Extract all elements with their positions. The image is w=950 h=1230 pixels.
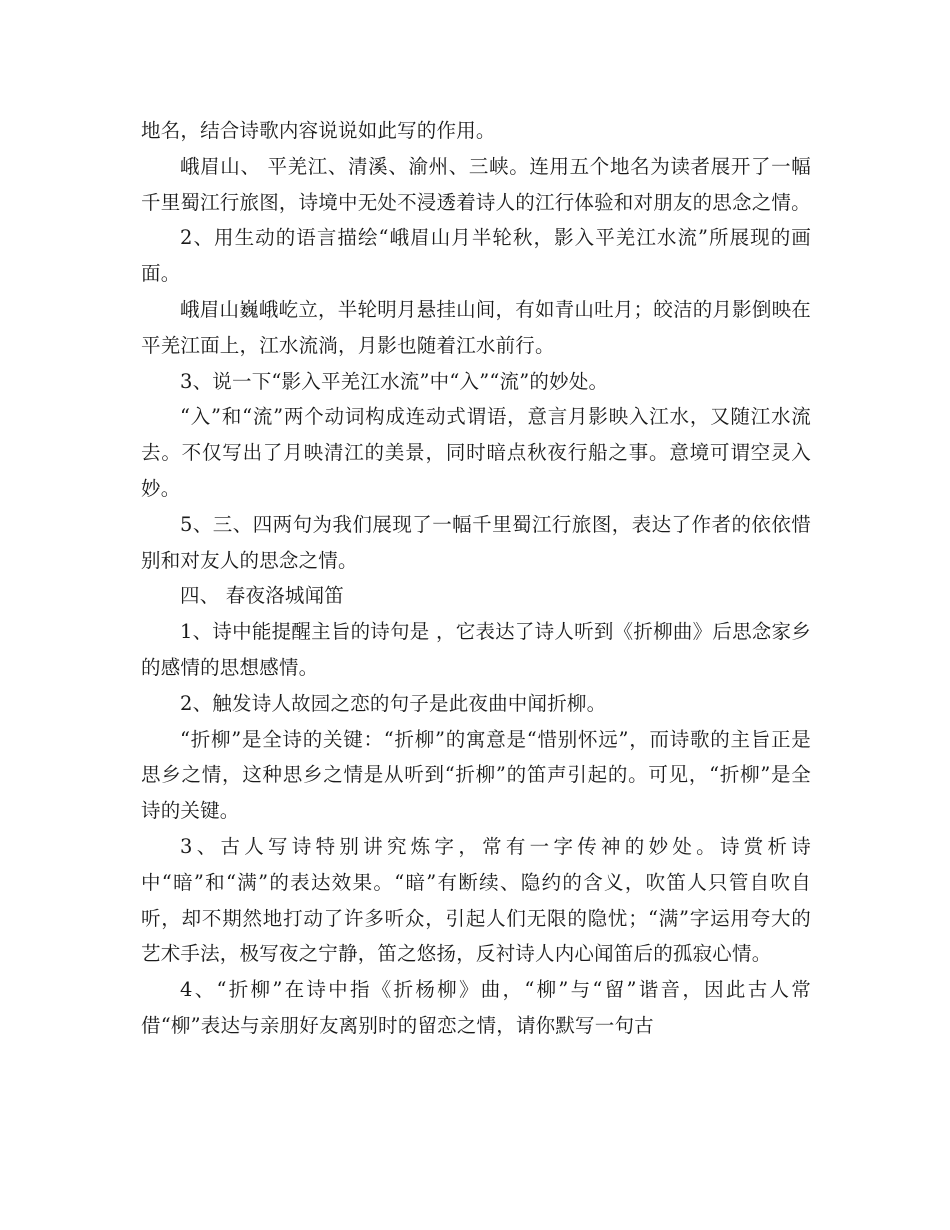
question-paragraph: 2、用生动的语言描绘“峨眉山月半轮秋，影入平羌江水流”所展现的画面。: [141, 226, 811, 286]
answer-paragraph: 峨眉山巍峨屹立，半轮明月悬挂山间，有如青山吐月；皎洁的月影倒映在平羌江面上，江水流淌，月影也随着江水前行。: [141, 297, 811, 357]
question-paragraph: 2、触发诗人故园之恋的句子是此夜曲中闻折柳。: [180, 691, 607, 715]
question-paragraph: 3、古人写诗特别讲究炼字，常有一字传神的妙处。诗赏析诗中“暗”和“满”的表达效果。“暗”有断续、隐约的含义，吹笛人只管自吹自听，却不期然地打动了许多听众，引起人们无限的隐忧；“满”字运用夸大的艺术手法，极写夜之宁静，笛之悠扬，反衬诗人内心闻笛后的孤寂心情。: [141, 834, 811, 966]
answer-paragraph: “折柳”是全诗的关键：“折柳”的寓意是“惜别怀远”，而诗歌的主旨正是思乡之情，这种思乡之情是从听到“折柳”的笛声引起的。可见，“折柳”是全诗的关键。: [141, 727, 811, 823]
question-paragraph: 3、说一下“影入平羌江水流”中“入”“流”的妙处。: [180, 369, 609, 393]
paragraph-text: 地名，结合诗歌内容说说如此写的作用。: [141, 119, 496, 142]
question-paragraph: 5、三、四两句为我们展现了一幅千里蜀江行旅图，表达了作者的依依惜别和对友人的思念之情。: [141, 512, 811, 572]
section-heading: 四、 春夜洛城闻笛: [180, 584, 344, 608]
paragraph-text: 峨眉山、 平羌江、清溪、渝州、三峡。连用五个地名为读者展开了一幅千里蜀江行旅图，诗境中无处不浸透着诗人的江行体验和对朋友的思念之情。: [141, 154, 811, 214]
question-paragraph: 1、诗中能提醒主旨的诗句是 ，它表达了诗人听到《折柳曲》后思念家乡的感情的思想感情。: [141, 620, 811, 679]
document-body: [141, 113, 811, 1044]
answer-paragraph: “入”和“流”两个动词构成连动式谓语，意言月影映入江水，又随江水流去。不仅写出了月映清江的美景，同时暗点秋夜行船之事。意境可谓空灵入妙。: [141, 405, 811, 500]
question-paragraph: 4、“折柳”在诗中指《折杨柳》曲，“柳”与“留”谐音，因此古人常借“柳”表达与亲朋好友离别时的留恋之情，请你默写一句古: [141, 978, 811, 1037]
